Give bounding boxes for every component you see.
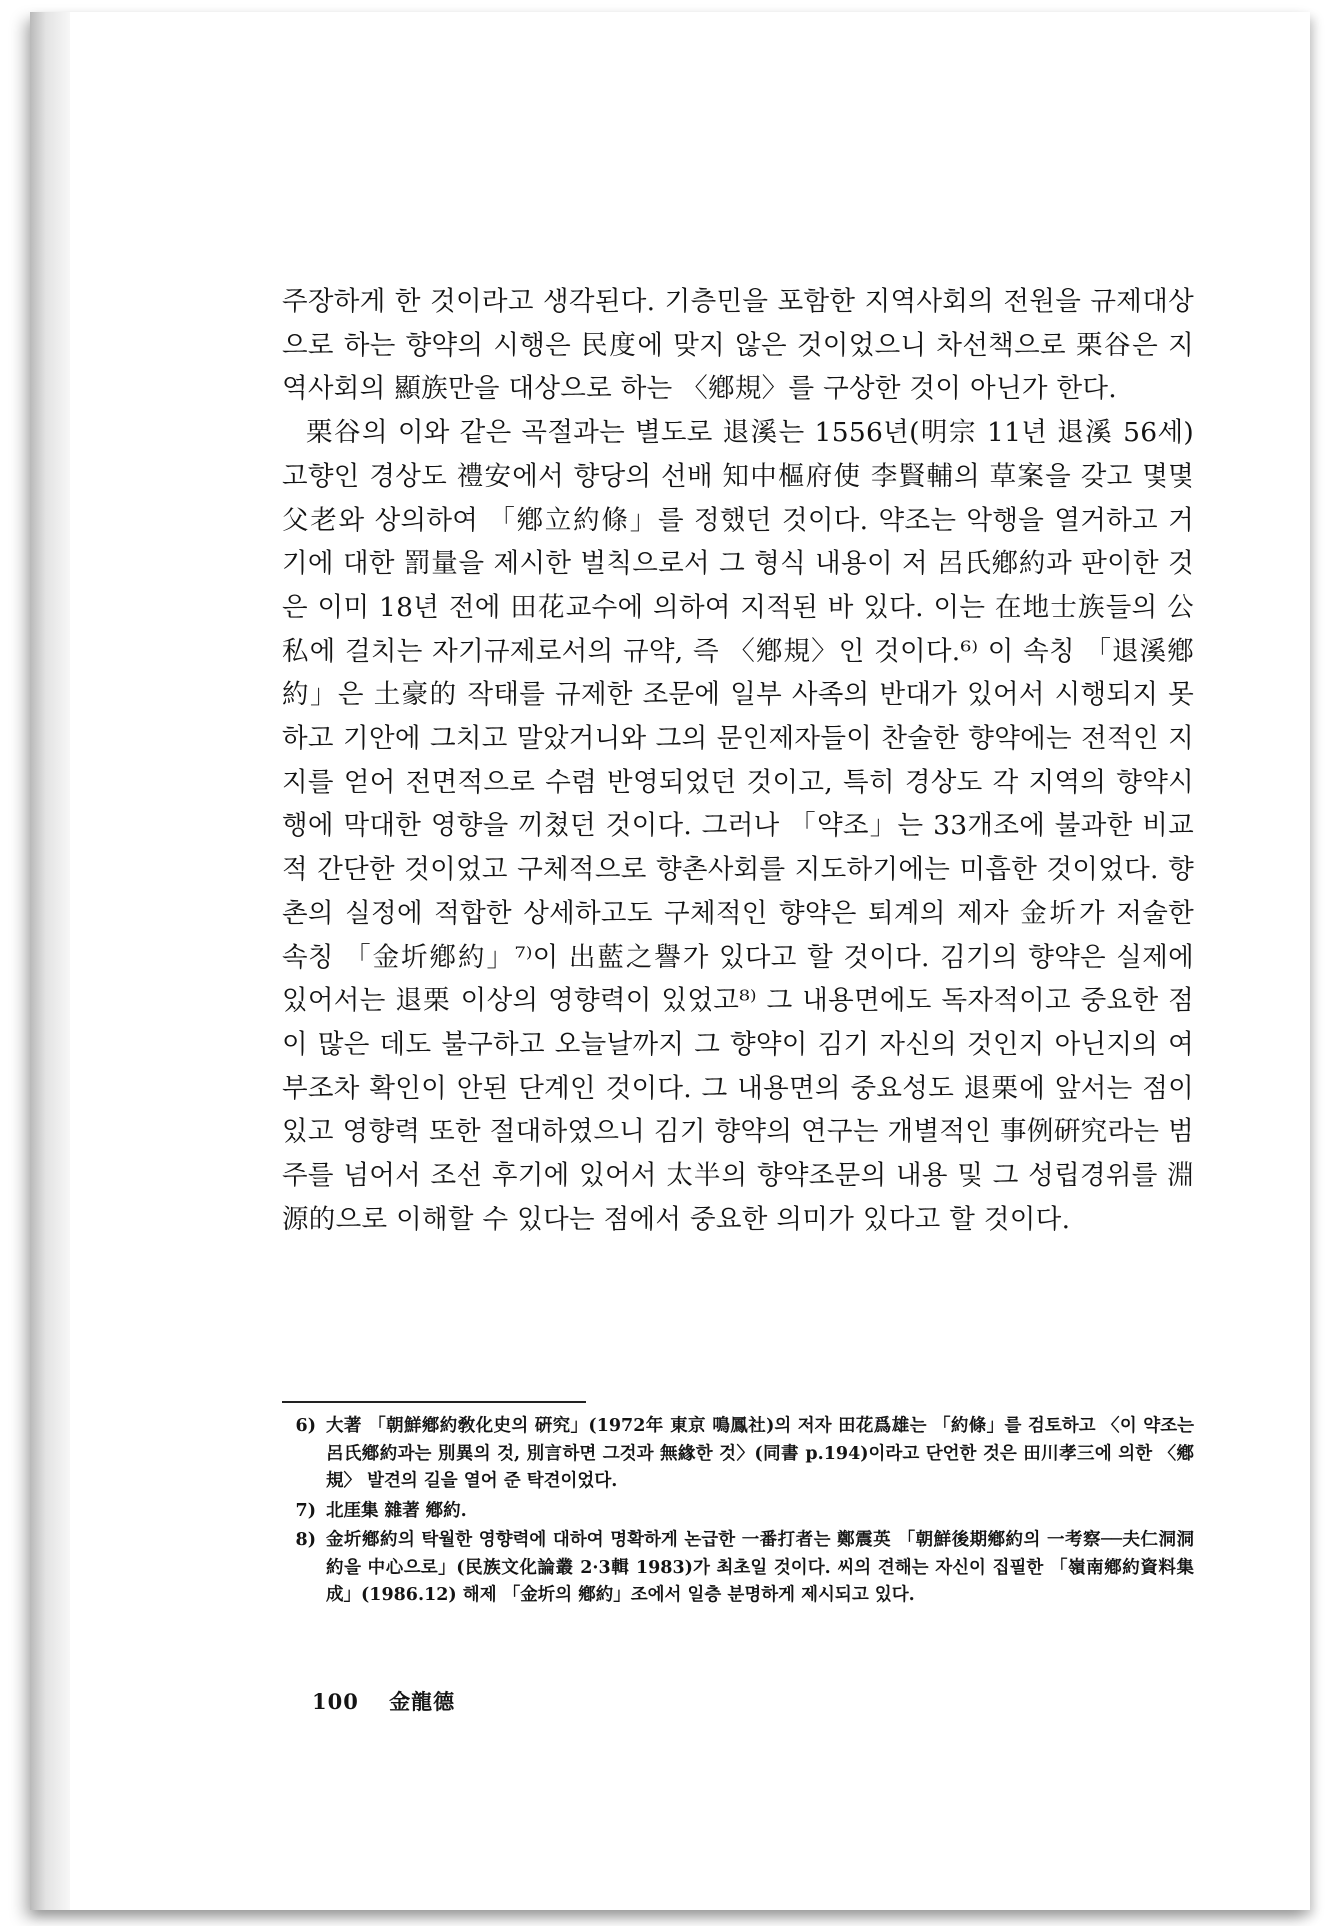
footnotes [282,1413,1194,1612]
page-number: 100 [312,1689,359,1714]
page-spine-shadow [30,12,70,1910]
footnote-number: 7) [295,1500,316,1521]
paragraph-1: 주장하게 한 것이라고 생각된다. 기층민을 포함한 지역사회의 전원을 규제대상으로 하는 향약의 시행은 民度에 맞지 않은 것이었으니 차선책으로 栗谷은 지역사회의 顯族만을 대상으로 하는 〈鄕規〉를 구상한 것이 아닌가 한다. [282,286,1194,405]
page-footer [312,1686,455,1716]
footnote-text: 金圻鄕約의 탁월한 영향력에 대하여 명확하게 논급한 一番打者는 鄭震英 「朝鮮後期鄕約의 一考察──夫仁洞洞約을 中心으로」(民族文化論叢 2·3輯 1983)가 최초일 것이다. 씨의 견해는 자신이 집필한 「嶺南鄕約資料集成」(1986.12) 해제 「金圻의 鄕約」조에서 일층 분명하게 제시되고 있다. [326,1530,1194,1605]
footnote-text: 大著 「朝鮮鄕約敎化史의 硏究」(1972年 東京 鳴鳳社)의 저자 田花爲雄는 「約條」를 검토하고 〈이 약조는 呂氏鄕約과는 別異의 것, 別言하면 그것과 無緣한 것〉(同書 p.194)이라고 단언한 것은 田川孝三에 의한 〈鄕規〉 발견의 길을 열어 준 탁견이었다. [326,1416,1194,1491]
footnote-6 [282,1413,1194,1496]
paragraph-2: 栗谷의 이와 같은 곡절과는 별도로 退溪는 1556년(明宗 11년 退溪 56세) 고향인 경상도 禮安에서 향당의 선배 知中樞府使 李賢輔의 草案을 갖고 몇몇 父老와 상의하여 「鄕立約條」를 정했던 것이다. 약조는 악행을 열거하고 거기에 대한 罰量을 제시한 벌칙으로서 그 형식 내용이 저 呂氏鄕約과 판이한 것은 이미 18년 전에 田花교수에 의하여 지적된 바 있다. 이는 在地士族들의 公私에 걸치는 자기규제로서의 규약, 즉 〈鄕規〉인 것이다.⁶⁾ 이 속칭 「退溪鄕約」은 土豪的 작태를 규제한 조문에 일부 사족의 반대가 있어서 시행되지 못하고 기안에 그치고 말았거니와 그의 문인제자들이 찬술한 향약에는 전적인 지지를 얻어 전면적으로 수렴 반영되었던 것이고, 특히 경상도 각 지역의 향약시행에 막대한 영향을 끼쳤던 것이다. 그러나 「약조」는 33개조에 불과한 비교적 간단한 것이었고 구체적으로 향촌사회를 지도하기에는 미흡한 것이었다. 향촌의 실정에 적합한 상세하고도 구체적인 향약은 퇴계의 제자 金圻가 저술한 속칭 「金圻鄕約」⁷⁾이 出藍之譽가 있다고 할 것이다. 김기의 향약은 실제에 있어서는 退栗 이상의 영향력이 있었고⁸⁾ 그 내용면에도 독자적이고 중요한 점이 많은 데도 불구하고 오늘날까지 그 향약이 김기 자신의 것인지 아닌지의 여부조차 확인이 안된 단계인 것이다. 그 내용면의 중요성도 退栗에 앞서는 점이 있고 영향력 또한 절대하였으니 김기 향약의 연구는 개별적인 事例硏究라는 범주를 넘어서 조선 후기에 있어서 太半의 향약조문의 내용 및 그 성립경위를 淵源的으로 이해할 수 있다는 점에서 중요한 의미가 있다고 할 것이다. [282,417,1194,1235]
footnote-divider [282,1401,586,1403]
author-name: 金龍德 [389,1689,456,1714]
footnote-number: 8) [295,1530,316,1550]
footnote-text: 北厓集 雜著 鄕約. [326,1500,467,1521]
footnote-7 [282,1498,1194,1526]
body-text [282,280,1194,1241]
footnote-number: 6) [295,1416,316,1436]
footnote-8 [282,1527,1194,1610]
